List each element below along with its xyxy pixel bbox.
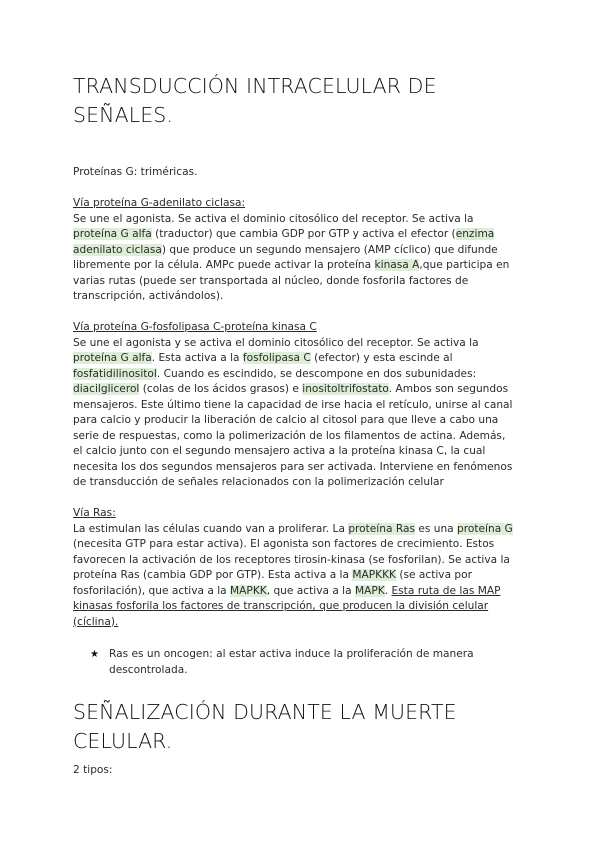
highlight: fosfolipasa C xyxy=(242,352,311,364)
paragraph-line: proteína Ras (cambia GDP por GTP). Esta activa a la MAPKKK (se activa por xyxy=(73,569,472,581)
highlight: adenilato ciclasa xyxy=(73,243,162,256)
highlight: diacilglicerol xyxy=(73,383,140,395)
paragraph-line: kinasas fosforila los factores de transcripción, que producen la división celular xyxy=(73,600,489,612)
bullet-line: Ras es un oncogen: al estar activa induce la proliferación de manera xyxy=(109,648,474,660)
title-line: SEÑALIZACIÓN DURANTE LA MUERTE xyxy=(73,700,457,724)
paragraph-line: para calcio y producir la liberación de calcio al citosol para que lleve a cabo una xyxy=(73,414,499,426)
paragraph-line: Se une el agonista. Se activa el dominio citosólico del receptor. Se activa la xyxy=(73,212,474,225)
highlight: proteína G alfa xyxy=(73,352,152,364)
paragraph-line: (necesita GTP para estar activa). El agonista son factores de crecimiento. Estos xyxy=(73,538,495,550)
title-line: TRANSDUCCIÓN INTRACELULAR DE xyxy=(73,74,437,98)
intro-line: Proteínas G: triméricas. xyxy=(73,166,198,178)
highlight: MAPK xyxy=(354,584,385,597)
via-adenilato-ciclasa xyxy=(73,196,531,305)
highlight: proteína G xyxy=(457,522,513,535)
highlight: MAPKKK xyxy=(352,569,396,581)
bullet-line: descontrolada. xyxy=(109,663,188,676)
document-content xyxy=(73,72,531,779)
paragraph-line: adenilato ciclasa) que produce un segundo mensajero (AMP cíclico) que difunde xyxy=(73,243,498,256)
highlight: proteína G alfa xyxy=(73,228,152,240)
highlight: enzima xyxy=(455,228,495,240)
paragraph-line: de transducción de señales relacionados con la polimerización celular xyxy=(73,476,444,488)
subheading: Vía proteína G-adenilato ciclasa: xyxy=(73,197,246,209)
subheading: Vía Ras: xyxy=(73,507,116,519)
paragraph-line: (cíclina). xyxy=(73,615,119,628)
paragraph-line: favorecen la activación de los receptores tirosin-kinasa (se fosforilan). Se activa la xyxy=(73,553,510,566)
highlight: proteína Ras xyxy=(348,522,415,535)
paragraph-line: mensajeros. Este último tiene la capacidad de irse hacia el retículo, unirse al canal xyxy=(73,398,513,411)
paragraph-line: transcripción, activándolos). xyxy=(73,290,224,302)
paragraph-line: fosforilación), que activa a la MAPKK, que activa a la MAPK. Esta ruta de las MAP xyxy=(73,584,501,597)
paragraph-line: diacilglicerol (colas de los ácidos grasos) e inositoltrifostato. Ambos son segundos xyxy=(73,383,509,395)
paragraph-line: varias rutas (puede ser transportada al núcleo, donde fosforila factores de xyxy=(73,274,469,287)
paragraph-line: La estimulan las células cuando van a proliferar. La proteína Ras es una proteína G xyxy=(73,522,513,535)
highlight: fosfatidilinositol xyxy=(73,367,157,380)
subheading: Vía proteína G-fosfolipasa C-proteína kinasa C xyxy=(73,321,317,333)
paragraph-line: necesita los dos segundos mensajeros para ser activada. Interviene en fenómenos xyxy=(73,460,513,473)
via-ras xyxy=(73,506,531,630)
star-icon: ★ xyxy=(90,649,99,660)
title-line: SEÑALES. xyxy=(73,103,174,127)
underlined-text: Esta ruta de las MAP xyxy=(391,584,501,597)
paragraph-line: fosfatidilinositol. Cuando es escindido, se descompone en dos subunidades: xyxy=(73,367,477,380)
paragraph-line: 2 tipos: xyxy=(73,764,113,776)
highlight: inositoltrifostato xyxy=(302,383,389,395)
paragraph-line: serie de respuestas, como la polimerización de los filamentos de actina. Además, xyxy=(73,429,506,442)
highlight: kinasa A xyxy=(374,259,420,271)
bullet-item xyxy=(90,647,531,678)
highlight: MAPKK xyxy=(230,584,267,597)
paragraph-line: el calcio junto con el segundo mensajero activa a la proteína kinasa C, la cual xyxy=(73,445,486,457)
paragraph-line: Se une el agonista y se activa el dominio citosólico del receptor. Se activa la xyxy=(73,336,479,349)
via-fosfolipasa-c xyxy=(73,320,531,491)
section-title-transduccion xyxy=(73,72,531,130)
section-title-senalizacion xyxy=(73,698,531,756)
title-line: CELULAR. xyxy=(73,729,173,753)
paragraph-line: libremente por la célula. AMPc puede activar la proteína kinasa A,que participa en xyxy=(73,259,510,271)
paragraph-line: proteína G alfa. Esta activa a la fosfolipasa C (efector) y esta escinde al xyxy=(73,352,453,364)
paragraph-line: proteína G alfa (traductor) que cambia GDP por GTP y activa el efector (enzima xyxy=(73,228,495,240)
